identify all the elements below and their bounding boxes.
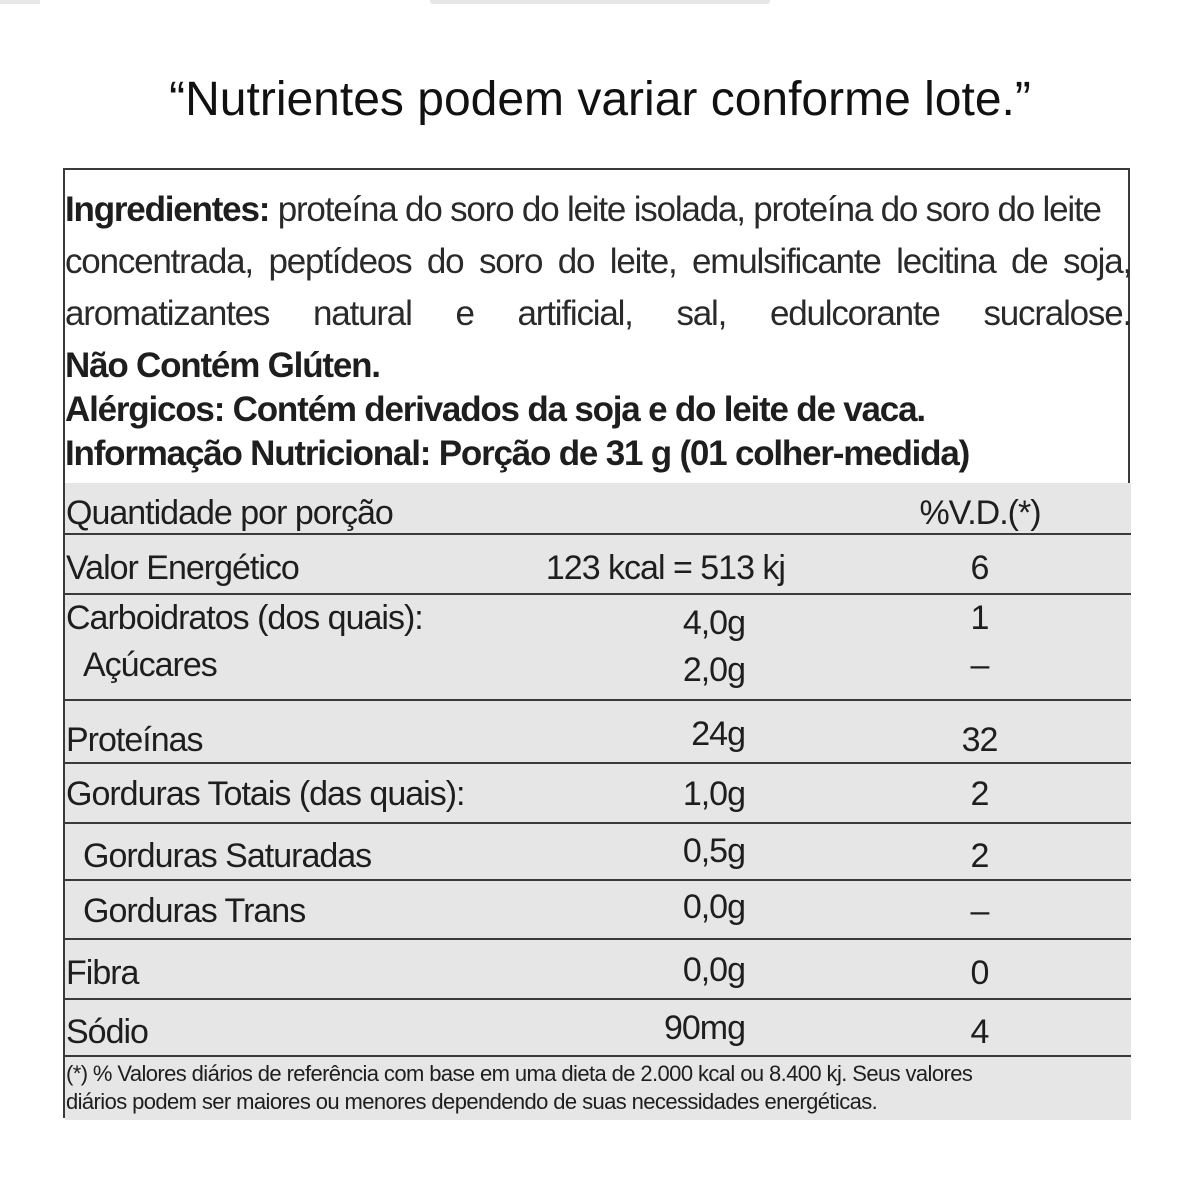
table-row [65,824,1131,881]
nutrition-label [63,168,1130,1118]
row-vd: 2 [970,775,989,813]
table-header-row [65,483,1131,535]
row-quantity: 0,5g [682,832,745,870]
header-quantity: Quantidade por porção [66,494,393,532]
row-quantity: 0,0g [682,951,745,989]
ingredients-text-1: proteína do soro do leite isolada, proteína do soro do leite [277,190,1101,229]
table-row [65,940,1131,1000]
row-name: Carboidratos (dos quais): [66,599,423,637]
ingredients-line-2: concentrada, peptídeos do soro do leite, emulsificante lecitina de soja, [65,242,1131,281]
row-subvd: – [970,646,989,684]
row-vd: 6 [970,549,989,587]
ingredients-line-3: aromatizantes natural e artificial, sal, edulcorante sucralose. [65,294,1131,333]
table-row [65,764,1131,824]
table-row [65,881,1131,940]
row-name: Fibra [66,954,139,992]
top-left-mark [0,0,40,4]
row-vd: 2 [970,837,989,875]
table-row [65,1000,1131,1057]
table-row [65,701,1131,764]
footnote [66,1060,1130,1116]
table-row [65,535,1131,595]
header-vd: %V.D.(*) [919,494,1041,532]
row-name: Gorduras Trans [83,892,306,930]
row-name: Gorduras Saturadas [83,837,372,875]
row-quantity: 24g [691,715,745,753]
cropped-heading-fragment [430,0,770,4]
row-vd: 1 [970,599,989,637]
ingredients-label: Ingredientes: [65,190,270,229]
footnote-line-2: diários podem ser maiores ou menores dependendo de suas necessidades energéticas. [66,1089,878,1114]
disclaimer-text: “Nutrientes podem variar conforme lote.” [169,73,1031,126]
row-vd: 32 [961,721,998,759]
row-name: Gorduras Totais (das quais): [66,775,465,813]
row-name: Valor Energético [66,549,299,587]
row-vd: – [970,892,989,930]
row-vd: 4 [970,1013,989,1051]
row-quantity: 0,0g [682,888,745,926]
row-subname: Açúcares [83,646,217,684]
ingredients-block [65,184,1131,472]
table-row [65,595,1131,701]
nutrition-table [65,483,1131,1120]
footnote-line-1: (*) % Valores diários de referência com base em uma dieta de 2.000 kcal ou 8.400 kj. Seus valores [66,1061,973,1086]
row-vd: 0 [970,954,989,992]
ingredients-line-1 [65,184,1131,236]
row-quantity: 1,0g [682,775,745,813]
gluten-statement: Não Contém Glúten. [65,346,380,385]
row-quantity: 4,0g [682,604,745,642]
portion-statement: Informação Nutricional: Porção de 31 g (01 colher-medida) [65,434,970,473]
allergens-statement: Alérgicos: Contém derivados da soja e do leite de vaca. [65,390,925,429]
row-name: Proteínas [66,721,203,759]
row-name: Sódio [66,1013,148,1051]
row-quantity: 123 kcal = 513 kj [545,549,785,587]
row-subquantity: 2,0g [682,651,745,689]
row-quantity: 90mg [663,1009,745,1047]
